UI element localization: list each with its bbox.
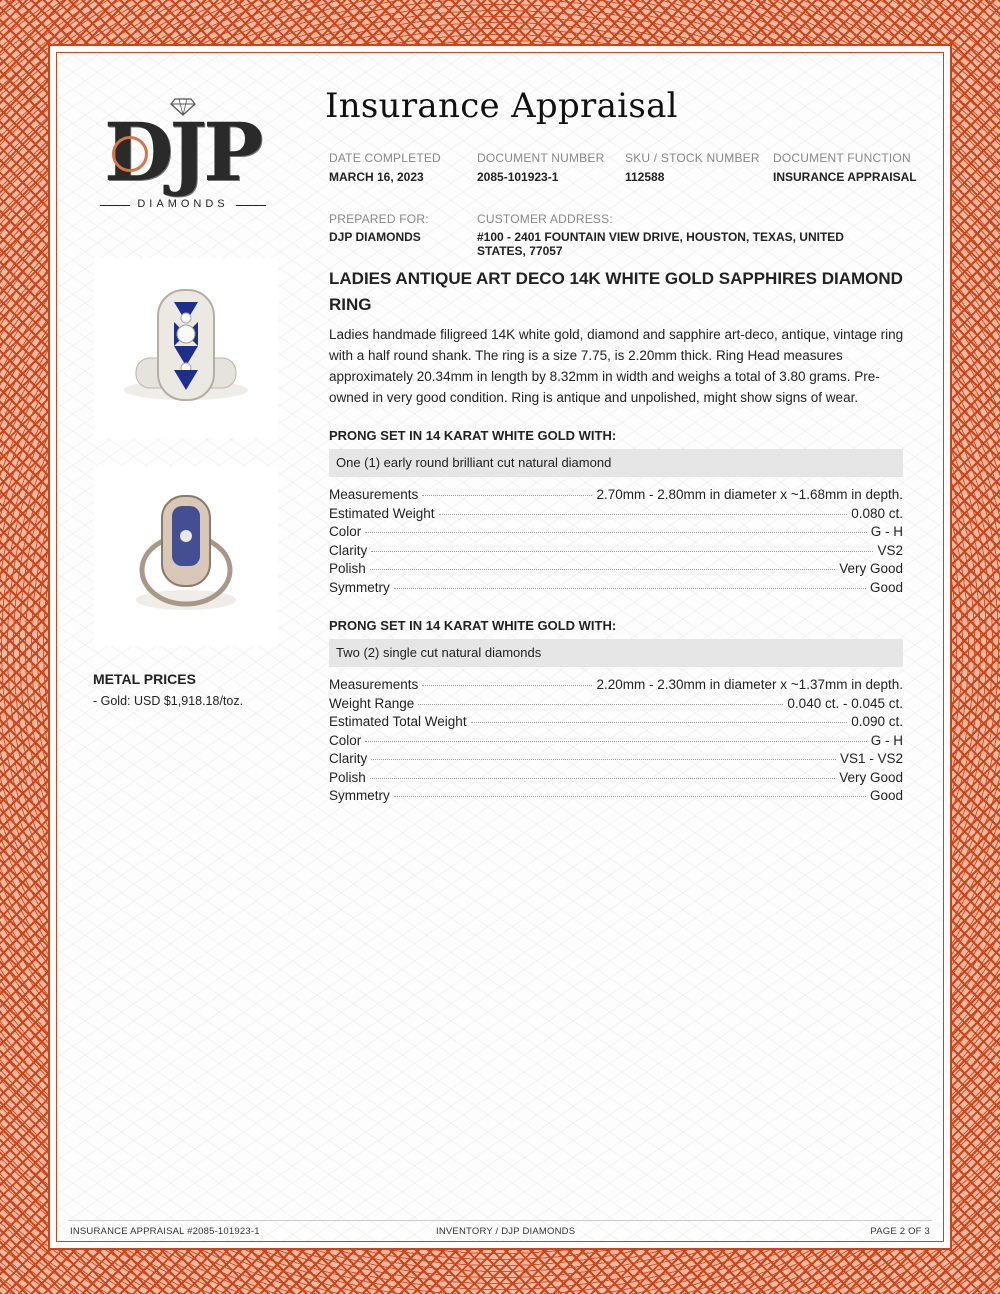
spec-row: Symmetry Good — [329, 579, 903, 595]
spec-row: Polish Very Good — [329, 561, 903, 576]
section-1-specs — [329, 487, 903, 598]
customer-address-line1: #100 - 2401 FOUNTAIN VIEW DRIVE, HOUSTON, TEXAS, UNITED — [477, 230, 844, 244]
customer-address-label: CUSTOMER ADDRESS: — [477, 212, 613, 226]
gold-price: - Gold: USD $1,918.18/toz. — [93, 694, 244, 708]
date-completed: MARCH 16, 2023 — [329, 170, 424, 184]
spec-row: Polish Very Good — [329, 769, 903, 785]
spec-row: Clarity VS2 — [329, 542, 903, 558]
spec-row: Estimated Weight 0.080 ct. — [329, 505, 903, 521]
spec-row: Measurements 2.70mm - 2.80mm in diameter x ~1.68mm in depth. — [329, 487, 903, 502]
logo-brand: DIAMONDS — [98, 198, 268, 210]
section-2-specs — [329, 677, 903, 807]
prepared-for: DJP DIAMONDS — [329, 230, 421, 244]
logo-letters: DJP — [104, 105, 260, 199]
sku: 112588 — [625, 170, 665, 184]
page-title: Insurance Appraisal — [325, 86, 678, 126]
footer-page-number: PAGE 2 OF 3 — [870, 1226, 930, 1237]
customer-address-line2: STATES, 77057 — [477, 244, 563, 258]
footer-document-ref: INSURANCE APPRAISAL #2085-101923-1 — [70, 1226, 260, 1237]
metal-prices-heading: METAL PRICES — [93, 671, 196, 687]
gear-icon — [112, 136, 148, 172]
spec-row: Symmetry Good — [329, 788, 903, 803]
section-2-heading: PRONG SET IN 14 KARAT WHITE GOLD WITH: — [329, 618, 617, 633]
spec-row: Weight Range 0.040 ct. - 0.045 ct. — [329, 695, 903, 711]
djp-diamonds-logo — [98, 98, 268, 218]
product-description: Ladies handmade filigreed 14K white gold, diamond and sapphire art-deco, antique, vintage ring with a half round shank. The ring is a size 7.75, is 2.20mm thick. Ring Head measures approximately 20.34mm in length by 8.32mm in width and weighs a total of 3.80 grams. Pre-owned in very good condition. Ring is antique and unpolished, might show signs of wear. — [329, 327, 904, 405]
section-1-heading: PRONG SET IN 14 KARAT WHITE GOLD WITH: — [329, 428, 617, 443]
document-function-label: DOCUMENT FUNCTION — [773, 151, 911, 165]
footer-divider — [68, 1220, 932, 1221]
spec-row: Estimated Total Weight 0.090 ct. — [329, 714, 903, 729]
ring-photo-front — [94, 258, 278, 438]
document-number: 2085-101923-1 — [477, 170, 559, 184]
product-title: LADIES ANTIQUE ART DECO 14K WHITE GOLD SAPPHIRES DIAMOND RING — [329, 269, 903, 314]
spec-row: Color G - H — [329, 524, 903, 539]
section-2-stone: Two (2) single cut natural diamonds — [329, 639, 903, 667]
section-1-stone: One (1) early round brilliant cut natural diamond — [329, 449, 903, 477]
prepared-for-label: PREPARED FOR: — [329, 212, 429, 226]
spec-row: Color G - H — [329, 732, 903, 748]
spec-row: Clarity VS1 - VS2 — [329, 751, 903, 766]
document-number-label: DOCUMENT NUMBER — [477, 151, 605, 165]
ring-photo-back — [94, 466, 278, 646]
document-function: INSURANCE APPRAISAL — [773, 170, 917, 184]
date-completed-label: DATE COMPLETED — [329, 151, 441, 165]
footer-inventory: INVENTORY / DJP DIAMONDS — [436, 1226, 576, 1237]
spec-row: Measurements 2.20mm - 2.30mm in diameter x ~1.37mm in depth. — [329, 677, 903, 692]
sku-label: SKU / STOCK NUMBER — [625, 151, 760, 165]
